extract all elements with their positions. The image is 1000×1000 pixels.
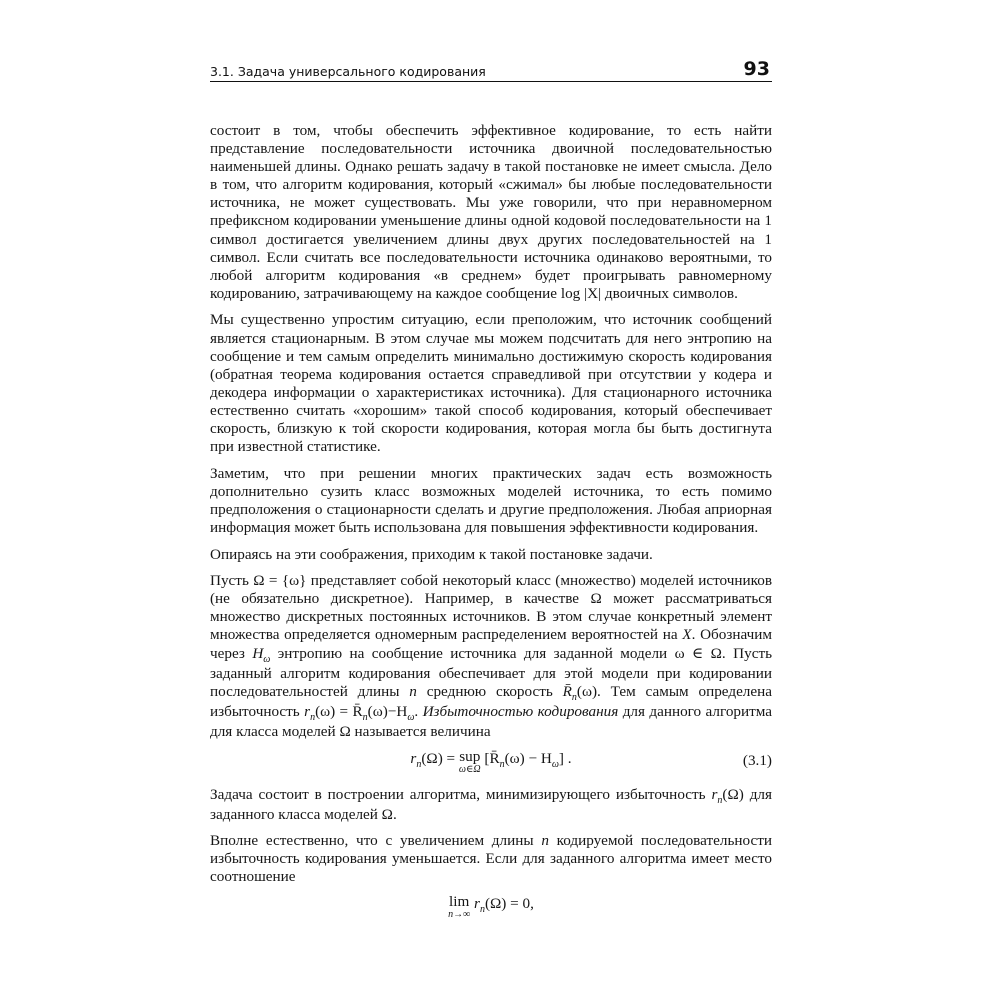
- paragraph-1: [210, 122, 772, 303]
- eq-rhs-2: (ω) − H: [504, 749, 552, 767]
- inline-math: log |X|: [560, 284, 602, 302]
- p5-math-n: n: [409, 682, 417, 700]
- eq-sup-under: ω∈Ω: [458, 763, 481, 775]
- p5-text-a: Пусть Ω = {ω} представляет собой некоторый класс (множество) моделей источников (не обязательно дискретное). Например, в качестве Ω может рассматриваться множество дискретных постоянных источников. В этом случае конкретный элемент множества определяется одномерным распределением вероятностей на: [210, 572, 772, 644]
- eq-rhs-3: ] .: [558, 749, 572, 767]
- p5-text-c: . Обозначим через: [210, 626, 772, 662]
- paragraph-1-tail: двоичных символов.: [604, 284, 738, 302]
- paragraph-1-text: состоит в том, чтобы обеспечить эффективное кодирование, то есть найти представление последовательности источника двоичной последовательностью наименьшей длины. Однако решать задачу в такой постановке не имеет смысла. Дело в том, что алгоритм кодирования, который «сжимал» бы любые последовательности источника, не может существовать. Мы уже говорили, что при неравномерном префиксном кодировании уменьшение длины одной кодовой последовательности на 1 символ достигается увеличением длины двух других последовательностей на 1 символ. Если считать все последовательности источника одинаково вероятными, то любой алгоритм кодирования «в среднем» будет проигрывать равномерному кодированию, затрачивающему на каждое сообщение: [210, 122, 772, 302]
- p6-text-a: Задача состоит в построении алгоритма, минимизирующего избыточность: [210, 785, 706, 803]
- eq-lhs-sub: n: [416, 758, 422, 770]
- eq-lim-under: n→∞: [448, 908, 471, 920]
- equation-3-1: [210, 747, 772, 776]
- equation-limit: [210, 892, 772, 920]
- eq-lim-operator: [448, 892, 471, 920]
- header-rule: [210, 81, 772, 82]
- paragraph-3: Заметим, что при решении многих практических задач есть возможность дополнительно сузить класс возможных моделей источника, то есть помимо предположения о стационарности сделать и другие предположения. Любая априорная информация может быть использована для повышения эффективности кодирования.: [210, 464, 772, 536]
- p6-text-b: (Ω) для заданного класса моделей Ω.: [210, 785, 772, 823]
- p7-math-n: n: [541, 832, 549, 850]
- eq-sup-operator: [458, 747, 481, 775]
- p5-text-e: энтропию на сообщение источника для заданной модели ω ∈ Ω. Пусть заданный алгоритм кодирования обеспечивает для этой модели при кодировании последовательностей длины: [210, 644, 773, 700]
- p5-math-x: X: [682, 626, 692, 644]
- eq-lim: lim: [449, 892, 470, 910]
- eq-sup: sup: [459, 747, 481, 765]
- section-title: 3.1. Задача универсального кодирования: [210, 64, 486, 79]
- p5-math-k-sub: n: [362, 711, 368, 723]
- p5-math-rn-sub: n: [310, 711, 316, 723]
- p5-math-h-sub: ω: [263, 653, 271, 665]
- paragraph-7: [210, 832, 772, 886]
- eq-lhs-arg: (Ω) =: [421, 749, 456, 767]
- p5-math-rn: r: [304, 702, 311, 720]
- running-header: [210, 58, 772, 80]
- p7-text-b: кодируемой последовательности избыточность кодирования уменьшается. Если для заданного алгоритма имеет место соотношение: [210, 832, 772, 886]
- p5-math-h: H: [252, 644, 264, 662]
- p5-math-r: R̄: [562, 682, 572, 700]
- p6-math-r-sub: n: [717, 794, 723, 806]
- p5-period: .: [414, 702, 419, 720]
- equation-formula: [410, 747, 572, 775]
- eq2-rest: (Ω) = 0,: [484, 894, 534, 912]
- equation-number: (3.1): [742, 751, 772, 769]
- paragraph-5: [210, 572, 772, 741]
- p7-text-a: Вполне естественно, что с увеличением длины: [210, 832, 534, 850]
- paragraph-6: [210, 786, 772, 824]
- eq2-r: r: [474, 894, 480, 912]
- p5-text-i: (ω). Тем самым определена избыточность: [210, 682, 772, 720]
- eq2-r-sub: n: [479, 903, 485, 915]
- paragraph-2: Мы существенно упростим ситуацию, если преположим, что источник сообщений является стационарным. В этом случае мы можем подсчитать для него энтропию на сообщение и тем самым определить минимально достижимую скорость кодирования (обратная теорема кодирования остается справедливой при отсутствии у кодера и декодера информации о характеристиках источника). Для стационарного источника естественно считать «хорошим» такой способ кодирования, который обеспечивает скорость, близкую к той скорости кодирования, которая могла бы быть достигнута при известной статистике.: [210, 311, 772, 456]
- eq-lhs: r: [410, 749, 417, 767]
- page-body: [210, 122, 772, 920]
- p5-term: Избыточностью кодирования: [422, 702, 619, 720]
- eq-rhs-sub: n: [499, 758, 505, 770]
- p5-math-k: (ω) = R̄: [315, 702, 363, 720]
- p5-text-n: для данного алгоритма для класса моделей Ω называется величина: [210, 702, 773, 740]
- p5-text-g: среднюю скорость: [426, 682, 553, 700]
- p5-math-r-sub: n: [571, 691, 577, 703]
- eq-rhs-sub2: ω: [551, 758, 559, 770]
- p5-math-l: (ω)−H: [367, 702, 408, 720]
- eq-rhs: [R̄: [484, 749, 500, 767]
- paragraph-4: Опираясь на эти соображения, приходим к такой постановке задачи.: [210, 545, 653, 563]
- p6-math-r: r: [711, 785, 718, 803]
- page-number: 93: [743, 58, 770, 80]
- p5-math-l-sub: ω: [407, 711, 415, 723]
